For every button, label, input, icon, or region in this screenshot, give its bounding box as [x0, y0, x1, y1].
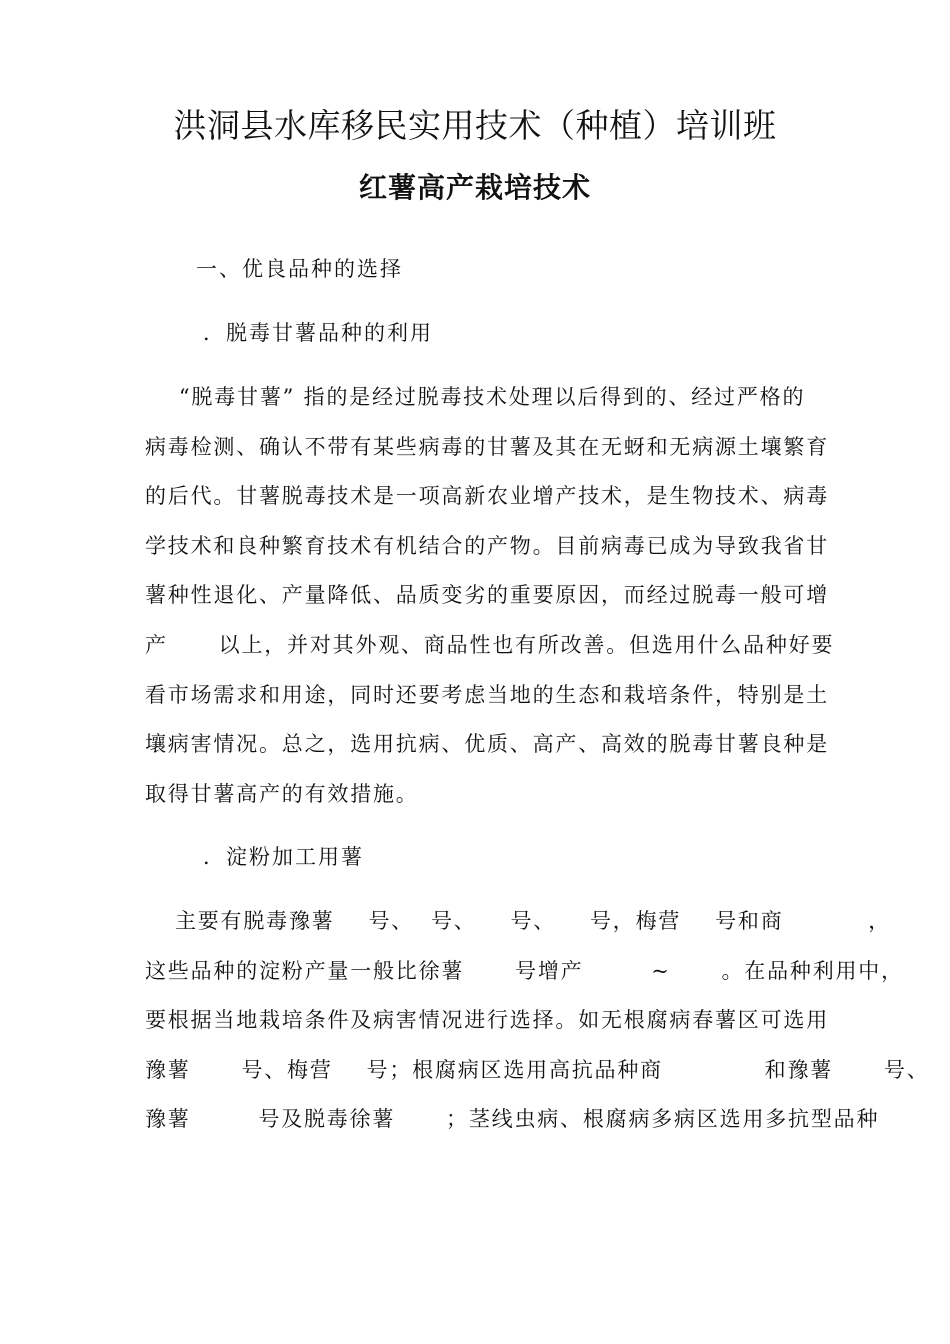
paragraph-line: 产 以上，并对其外观、商品性也有所改善。但选用什么品种好要 [145, 633, 835, 657]
paragraph-line: 的后代。甘薯脱毒技术是一项高新农业增产技术，是生物技术、病毒 [145, 484, 829, 508]
subsection-heading-2: ．淀粉加工用薯 [203, 845, 364, 869]
section-heading: 一、优良品种的选择 [196, 257, 403, 281]
paragraph-line: 豫薯 号、梅营 号；根腐病区选用高抗品种商 和豫薯 号、 [145, 1058, 930, 1082]
document-title: 洪洞县水库移民实用技术（种植）培训班 [173, 106, 777, 145]
paragraph-line: 豫薯 号及脱毒徐薯 ；茎线虫病、根腐病多病区选用多抗型品种 [145, 1107, 880, 1131]
subsection-heading-1: ．脱毒甘薯品种的利用 [203, 321, 433, 345]
paragraph-line: 看市场需求和用途，同时还要考虑当地的生态和栽培条件，特别是土 [145, 683, 829, 707]
paragraph-line: 要根据当地栽培条件及病害情况进行选择。如无根腐病春薯区可选用 [145, 1008, 829, 1032]
paragraph-line: 取得甘薯高产的有效措施。 [145, 782, 419, 806]
paragraph-line: 学技术和良种繁育技术有机结合的产物。目前病毒已成为导致我省甘 [145, 534, 829, 558]
paragraph-line: 薯种性退化、产量降低、品质变劣的重要原因，而经过脱毒一般可增 [145, 583, 829, 607]
paragraph-line: 壤病害情况。总之，选用抗病、优质、高产、高效的脱毒甘薯良种是 [145, 732, 829, 756]
paragraph-line: “脱毒甘薯” 指的是经过脱毒技术处理以后得到的、经过严格的 [145, 385, 806, 409]
paragraph-line: 病毒检测、确认不带有某些病毒的甘薯及其在无蚜和无病源土壤繁育 [145, 435, 829, 459]
paragraph-line: 这些品种的淀粉产量一般比徐薯 号增产 ~ 。在品种利用中， [145, 959, 904, 983]
document-subtitle: 红薯高产栽培技术 [358, 171, 591, 204]
paragraph-line: 主要有脱毒豫薯 号、 号、 号、 号，梅营 号和商 ， [158, 909, 892, 933]
